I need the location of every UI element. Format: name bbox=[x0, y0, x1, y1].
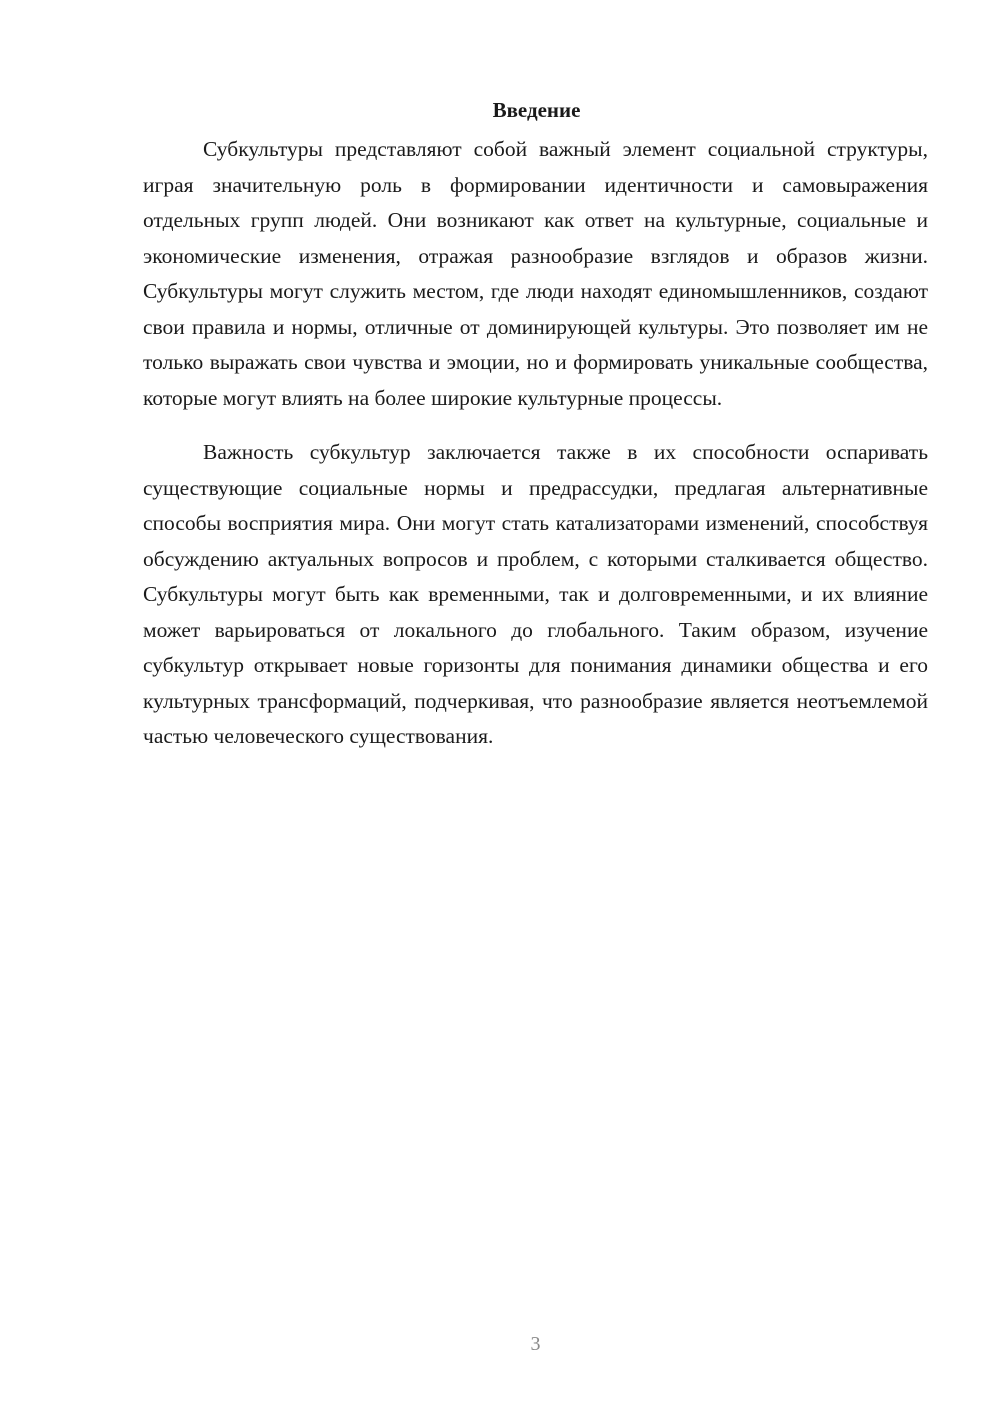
page-content bbox=[143, 92, 928, 755]
paragraph-1: Субкультуры представляют собой важный элемент социальной структуры, играя значительную роль в формировании идентичности и самовыражения отдельных групп людей. Они возникают как ответ на культурные, социальные и экономические изменения, отражая разнообразие взглядов и образов жизни. Субкультуры могут служить местом, где люди находят единомышленников, создают свои правила и нормы, отличные от доминирующей культуры. Это позволяет им не только выражать свои чувства и эмоции, но и формировать уникальные сообщества, которые могут влиять на более широкие культурные процессы. bbox=[143, 137, 928, 410]
page-number: 3 bbox=[530, 1333, 541, 1355]
section-heading: Введение bbox=[492, 98, 581, 122]
paragraph-2: Важность субкультур заключается также в их способности оспаривать существующие социальные нормы и предрассудки, предлагая альтернативные способы восприятия мира. Они могут стать катализаторами изменений, способствуя обсуждению актуальных вопросов и проблем, с которыми сталкивается общество. Субкультуры могут быть как временными, так и долговременными, и их влияние может варьироваться от локального до глобального. Таким образом, изучение субкультур открывает новые горизонты для понимания динамики общества и его культурных трансформаций, подчеркивая, что разнообразие является неотъемлемой частью человеческого существования. bbox=[143, 440, 928, 748]
